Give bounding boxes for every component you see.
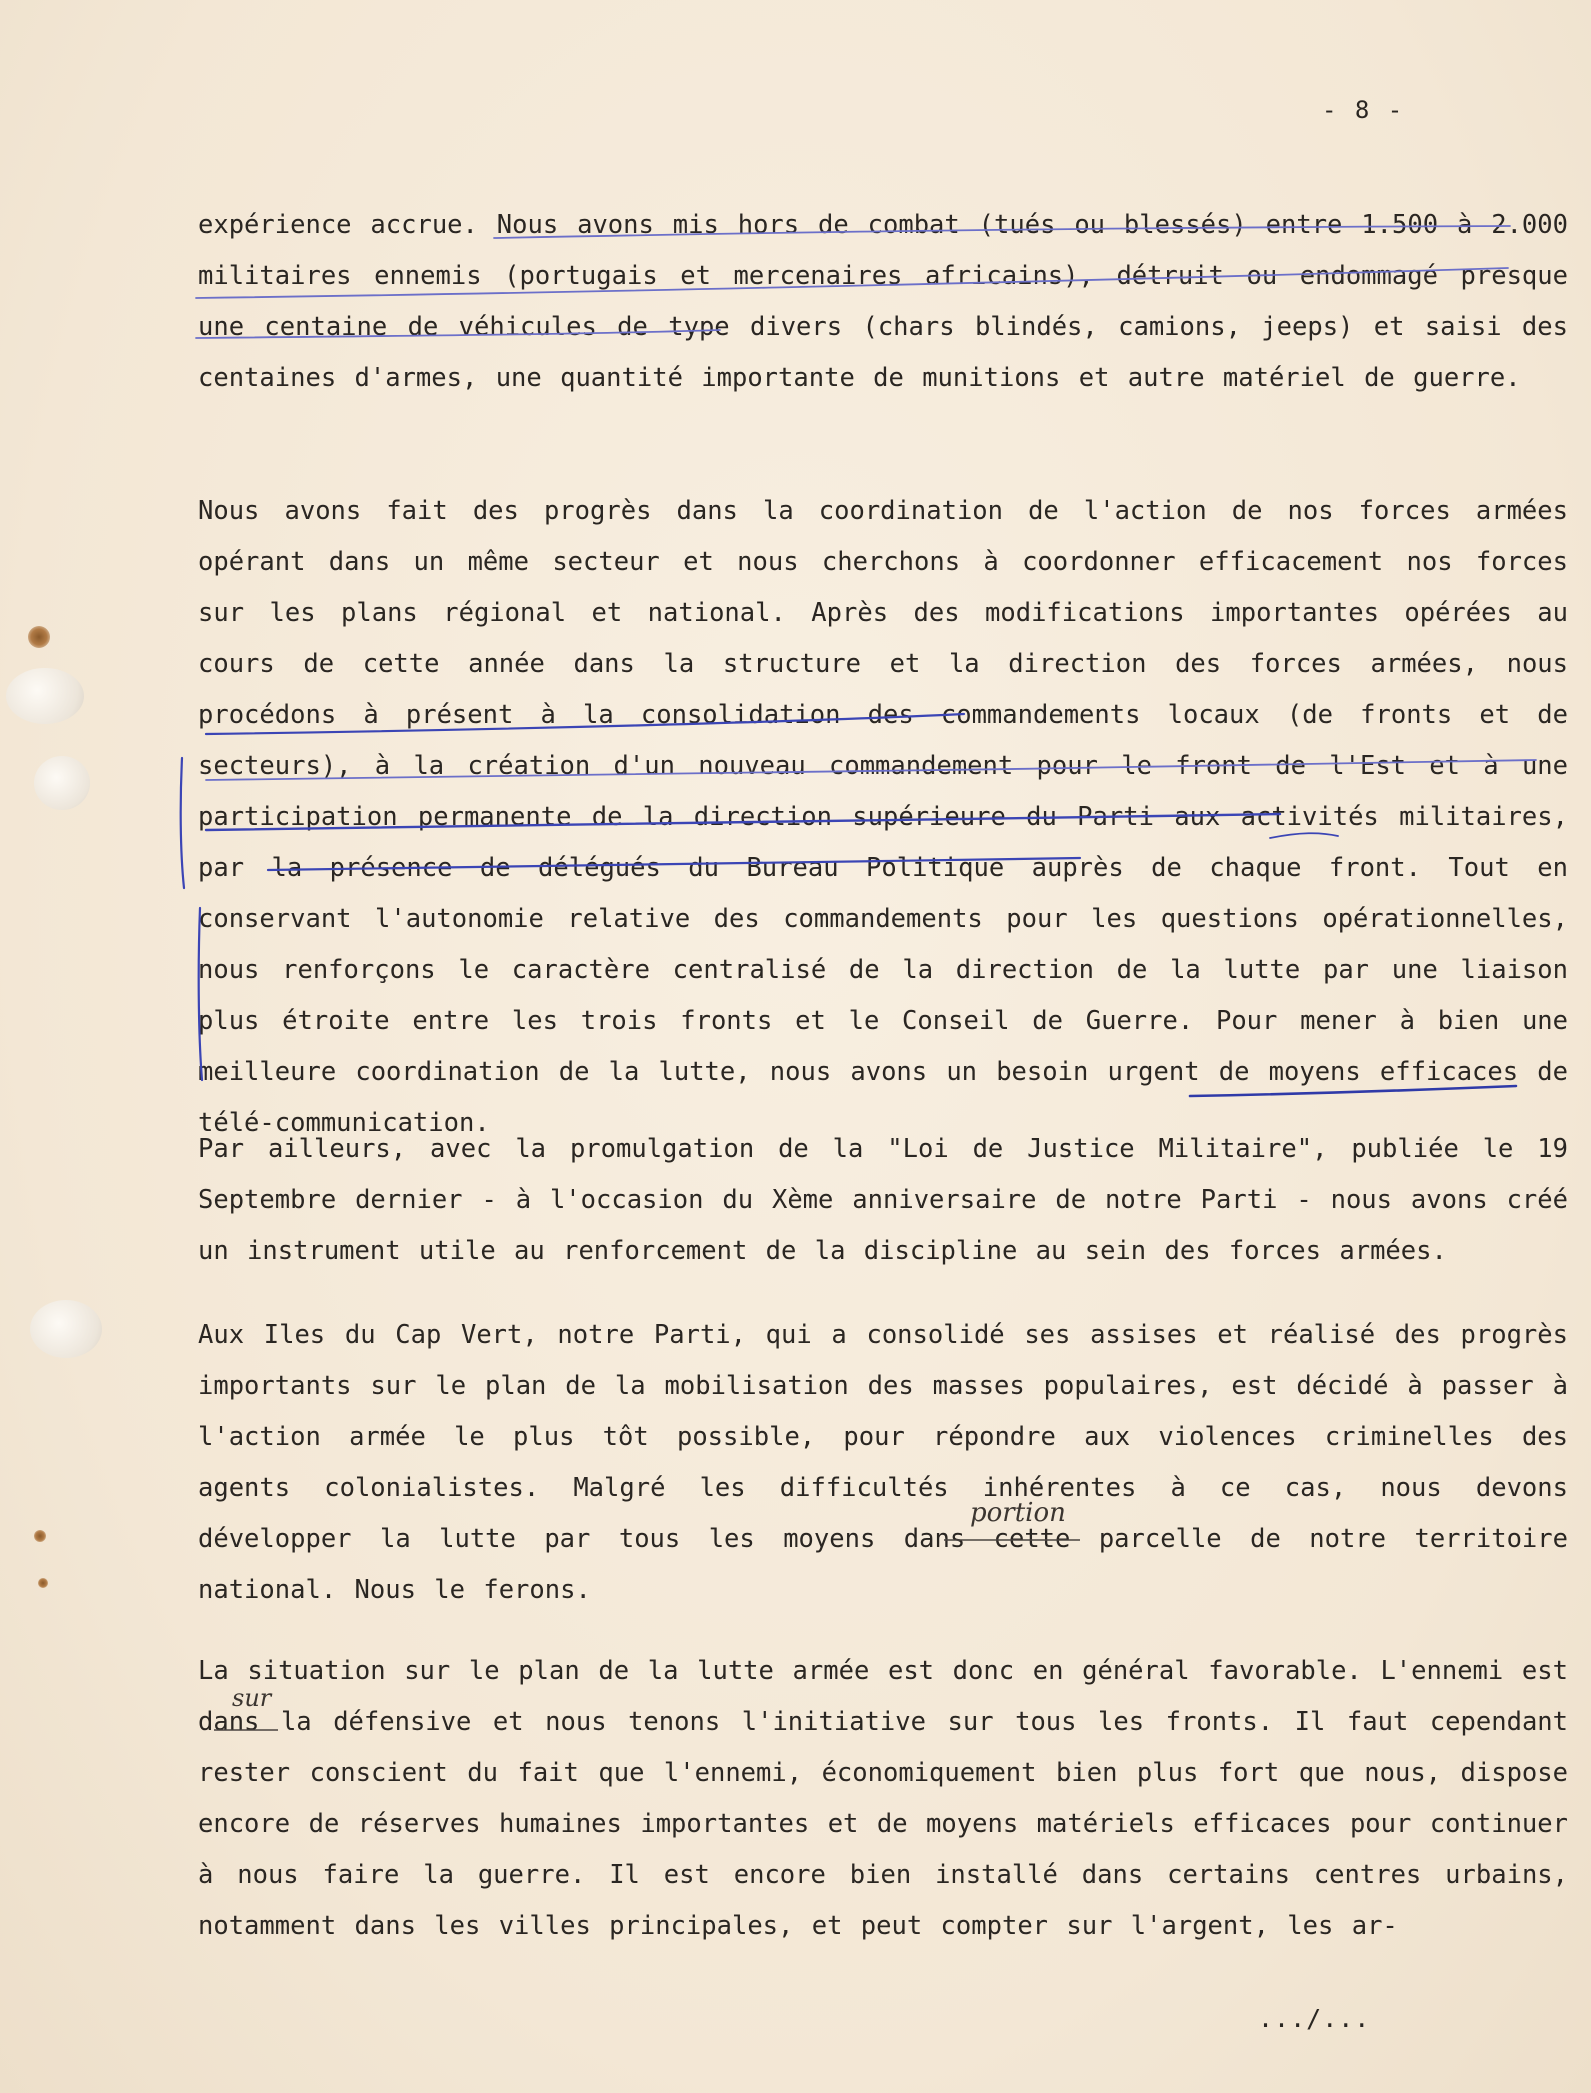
paragraph-1-text: expérience accrue. Nous avons mis hors de combat (tués ou blessés) entre 1.500 à 2.000 militaires ennemis (portugais et mercenaires africains), détruit ou endommagé presque une centaine de véhicules de type divers (chars blindés, camions, jeeps) et saisi des centaines d'armes, une quantité importante de munitions et autre matériel de guerre. [198, 210, 1568, 393]
continuation-marker: .../... [1258, 2004, 1371, 2033]
handwritten-correction-sur: sur [232, 1684, 272, 1712]
paragraph-2-text: Nous avons fait des progrès dans la coordination de l'action de nos forces armées opérant dans un même secteur et nous cherchons à coordonner efficacement nos forces sur les plans régional et national. Après des modifications importantes opérées au cours de cette année dans la structure et la direction des forces armées, nous procédons à présent à la consolidation des commandements locaux (de fronts et de secteurs), à la création d'un nouveau commandement pour le front de l'Est et à une participation permanente de la direction supérieure du Parti aux activités militaires, par la présence de délégués du Bureau Politique auprès de chaque front. Tout en conservant l'autonomie relative des commandements pour les questions opérationnelles, nous renforçons le caractère centralisé de la direction de la lutte par une liaison plus étroite entre les trois fronts et le Conseil de Guerre. Pour mener à bien une meilleure coordination de la lutte, nous avons un besoin urgent de moyens efficaces de télé-communication. [198, 496, 1568, 1138]
paragraph-4-text: Aux Iles du Cap Vert, notre Parti, qui a consolidé ses assises et réalisé des progrès importants sur le plan de la mobilisation des masses populaires, est décidé à passer à l'action armée le plus tôt possible, pour répondre aux violences criminelles des agents colonialistes. Malgré les difficultés inhérentes à ce cas, nous devons développer la lutte par tous les moyens dans cette parcelle de notre territoire national. Nous le ferons. [198, 1320, 1568, 1605]
strikethrough-marks [214, 1540, 1080, 1730]
page-number: - 8 - [1322, 96, 1405, 124]
paragraph-5-text: La situation sur le plan de la lutte armée est donc en général favorable. L'ennemi est dans la défensive et nous tenons l'initiative sur tous les fronts. Il faut cependant rester conscient du fait que l'ennemi, économiquement bien plus fort que nous, dispose encore de réserves humaines importantes et de moyens matériels efficaces pour continuer à nous faire la guerre. Il est encore bien installé dans certains centres urbains, notamment dans les villes principales, et peut compter sur l'argent, les ar- [198, 1656, 1568, 1941]
margin-brackets [181, 758, 202, 1080]
paragraph-3-text: Par ailleurs, avec la promulgation de la "Loi de Justice Militaire", publiée le 19 Septembre dernier - à l'occasion du Xème anniversaire de notre Parti - nous avons créé un instrument utile au renforcement de la discipline au sein des forces armées. [198, 1134, 1568, 1266]
handwritten-correction-portion: portion [970, 1498, 1066, 1528]
underline-marks [196, 226, 1536, 1096]
